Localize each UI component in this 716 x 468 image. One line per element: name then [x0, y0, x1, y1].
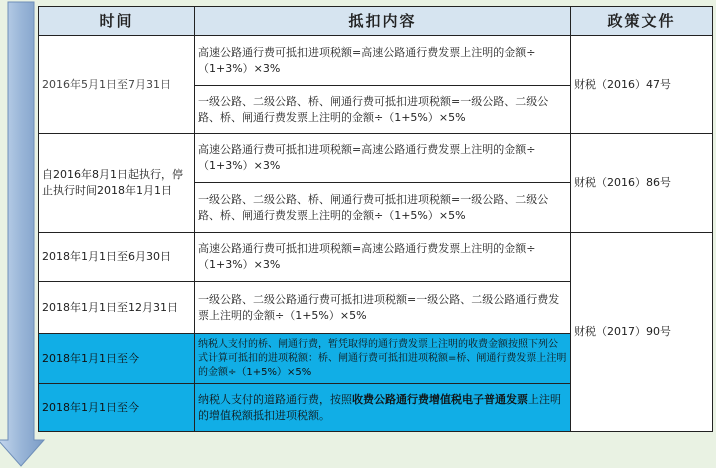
header-policy: 政策文件 [571, 7, 713, 36]
header-time: 时间 [39, 7, 195, 36]
policy-table [38, 6, 713, 432]
content-cell [195, 384, 571, 432]
content-cell: 高速公路通行费可抵扣进项税额=高速公路通行费发票上注明的金额÷（1+3%）×3% [195, 36, 571, 86]
table-row [39, 134, 713, 183]
content-cell: 一级公路、二级公路、桥、闸通行费可抵扣进项税额=一级公路、二级公路、桥、闸通行费发票上注明的金额÷（1+5%）×5% [195, 86, 571, 134]
content-cell: 高速公路通行费可抵扣进项税额=高速公路通行费发票上注明的金额÷（1+3%）×3% [195, 233, 571, 282]
time-cell: 2018年1月1日至今 [39, 334, 195, 384]
time-cell: 自2016年8月1日起执行，停止执行时间2018年1月1日 [39, 134, 195, 233]
table-row [39, 233, 713, 282]
policy-cell: 财税（2016）47号 [571, 36, 713, 134]
time-cell: 2018年1月1日至今 [39, 384, 195, 432]
table-row [39, 36, 713, 86]
header-content: 抵扣内容 [195, 7, 571, 36]
content-cell: 纳税人支付的桥、闸通行费，暂凭取得的通行费发票上注明的收费金额按照下列公式计算可抵扣的进项税额：桥、闸通行费可抵扣进项税额=桥、闸通行费发票上注明的金额÷（1+5%）×5% [195, 334, 571, 384]
content-cell: 高速公路通行费可抵扣进项税额=高速公路通行费发票上注明的金额÷（1+3%）×3% [195, 134, 571, 183]
header-row [39, 7, 713, 36]
content-text: 纳税人支付的道路通行费，按照 [198, 392, 352, 406]
policy-cell: 财税（2016）86号 [571, 134, 713, 233]
time-cell: 2018年1月1日至6月30日 [39, 233, 195, 282]
content-cell: 一级公路、二级公路通行费可抵扣进项税额=一级公路、二级公路通行费发票上注明的金额÷（1+5%）×5% [195, 282, 571, 334]
content-cell: 一级公路、二级公路、桥、闸通行费可抵扣进项税额=一级公路、二级公路、桥、闸通行费发票上注明的金额÷（1+5%）×5% [195, 183, 571, 233]
time-cell: 2018年1月1日至12月31日 [39, 282, 195, 334]
content-text: 上注明的增值税额抵扣进项税额。 [198, 392, 561, 422]
time-cell: 2016年5月1日至7月31日 [39, 36, 195, 134]
content-emphasis: 收费公路通行费增值税电子普通发票 [352, 392, 528, 406]
policy-cell: 财税（2017）90号 [571, 233, 713, 432]
